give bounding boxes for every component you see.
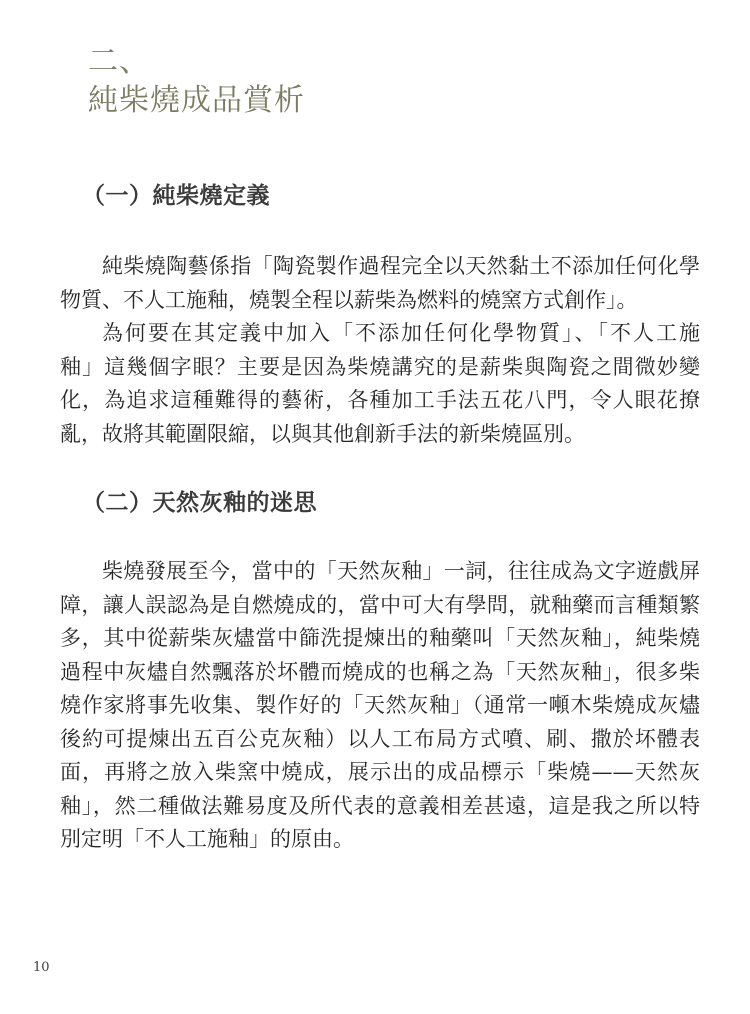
paragraph-natural-ash-glaze	[60, 555, 700, 857]
text-line: 別定明「不人工施釉」的原由。	[60, 827, 354, 851]
text-line: 多，其中從薪柴灰燼當中篩洗提煉出的釉藥叫「天然灰釉」，純柴燒	[60, 626, 700, 650]
text-line: 化，為追求這種難得的藝術，各種加工手法五花八門，令人眼花撩	[60, 388, 700, 412]
text-line: 為何要在其定義中加入「不添加任何化學物質」、「不人工施	[102, 321, 700, 345]
page-number: 10	[33, 960, 50, 975]
section-heading-2: （二）天然灰釉的迷思	[82, 489, 317, 515]
text-line: 障，讓人誤認為是自燃燒成的，當中可大有學問，就釉藥而言種類繁	[60, 592, 700, 617]
text-line: 物質、不人工施釉，燒製全程以薪柴為燃料的燒窯方式創作」。	[60, 287, 638, 312]
text-line: 燒作家將事先收集、製作好的「天然灰釉」（通常一噸木柴燒成灰燼	[60, 693, 700, 717]
paragraph-definition-1	[60, 250, 700, 317]
section-heading-1: （一）純柴燒定義	[82, 182, 270, 208]
section-1-body	[60, 250, 700, 451]
text-line: 純柴燒陶藝係指「陶瓷製作過程完全以天然黏土不添加任何化學	[102, 254, 700, 278]
section-2-body	[60, 555, 700, 857]
text-line: 釉」這幾個字眼？主要是因為柴燒講究的是薪柴與陶瓷之間微妙變	[60, 354, 700, 379]
text-line: 亂，故將其範圍限縮，以與其他創新手法的新柴燒區別。	[60, 421, 585, 446]
text-line: 柴燒發展至今，當中的「天然灰釉」一詞，往往成為文字遊戲屏	[102, 559, 700, 583]
text-line: 面，再將之放入柴窯中燒成，展示出的成品標示「柴燒——天然灰	[60, 760, 700, 784]
chapter-title	[88, 42, 305, 120]
text-line: 釉」，然二種做法難易度及所代表的意義相差甚遠，這是我之所以特	[60, 793, 700, 818]
chapter-name: 純柴燒成品賞析	[88, 83, 305, 118]
paragraph-definition-2	[60, 317, 700, 451]
text-line: 後約可提煉出五百公克灰釉）以人工布局方式噴、刷、撒於坏體表	[60, 726, 700, 751]
text-line: 過程中灰燼自然飄落於坏體而燒成的也稱之為「天然灰釉」，很多柴	[60, 659, 700, 684]
chapter-number: 二、	[88, 44, 150, 79]
